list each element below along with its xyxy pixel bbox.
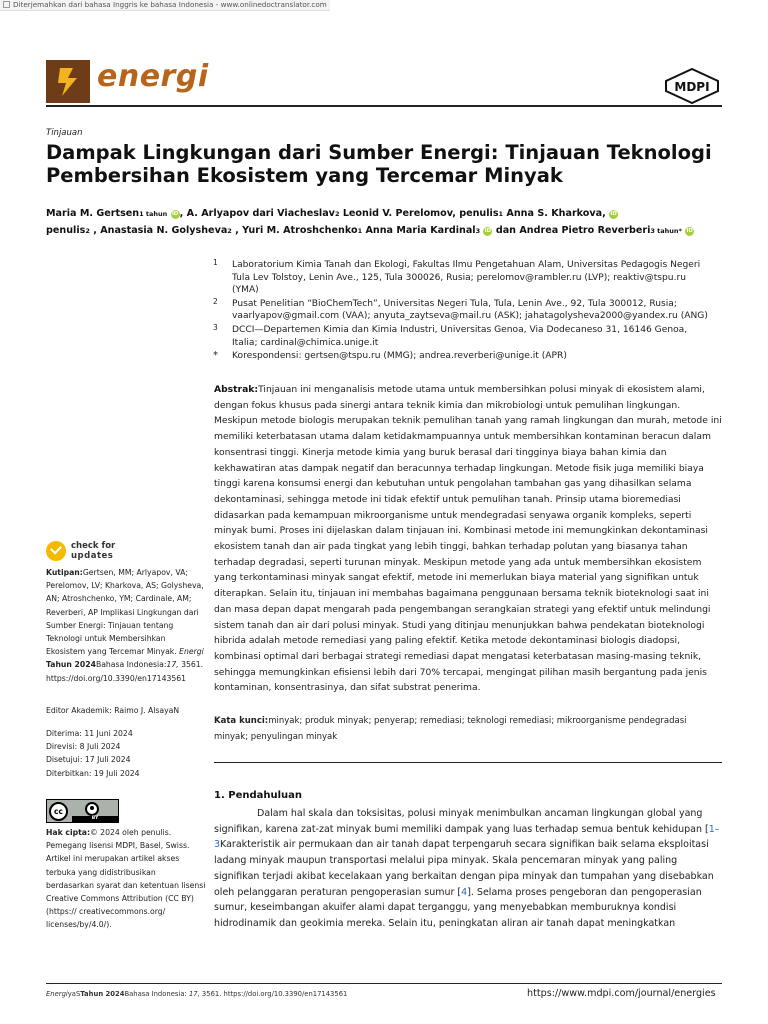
author: Maria M. Gertsen [46, 208, 140, 219]
checkmark-icon [46, 541, 66, 561]
orcid-icon[interactable]: iD [610, 211, 617, 217]
cc-by-label: BY [72, 816, 118, 822]
cc-license-badge[interactable] [46, 799, 119, 823]
author: dan Andrea Pietro Reverberi [495, 224, 651, 236]
affiliation [213, 324, 713, 349]
publisher-logo [663, 68, 721, 104]
journal-name: energi [97, 59, 209, 94]
check-updates-line1: check for [71, 541, 116, 551]
keywords-text: minyak; produk minyak; penyerap; remediasi; teknologi remediasi; mikroorganisme pendegradasi minyak; penyulingan minyak [214, 716, 687, 742]
affiliation [213, 259, 713, 297]
affiliation [213, 298, 713, 323]
orcid-icon[interactable]: iD [686, 227, 693, 234]
orcid-icon[interactable]: iD [484, 227, 492, 234]
affiliations [213, 259, 713, 364]
author: , A. Arlyapov dari Viacheslav [179, 208, 335, 219]
author-affil-mark: 3 [475, 226, 481, 235]
author-affil-mark: 2 [227, 226, 232, 235]
citation-volume: 17, [166, 660, 179, 670]
keywords-divider [214, 762, 722, 763]
author: Anna Maria Kardinal [365, 224, 476, 236]
intro-paragraph [214, 806, 722, 932]
author-affil-mark: 2 [334, 210, 340, 218]
translation-banner[interactable] [0, 0, 330, 11]
citation-link[interactable]: 1–3 [214, 823, 720, 851]
copyright-text: © 2024 oleh penulis. Pemegang lisensi MDPI, Basel, Swiss. Artikel ini merupakan artikel akses terbuka yang didistribusikan berdasarkan syarat dan ketentuan lisensi Creative Commons Attribution (CC BY) (https:// creativecommons.org/ licenses/by/4.0/). [46, 828, 206, 930]
citation-rest: Bahasa Indonesia: [95, 660, 167, 670]
keywords [214, 713, 722, 745]
footer-year: Tahun 2024 [80, 990, 125, 998]
abstract [214, 382, 722, 696]
orcid-icon[interactable]: iD [171, 211, 179, 217]
author-affil-mark: 2 [85, 226, 90, 235]
journal-logo-icon [46, 60, 90, 103]
header-divider [46, 105, 722, 107]
check-for-updates-button[interactable] [46, 540, 186, 562]
abstract-label: Abstrak: [214, 384, 259, 395]
section-heading: 1. Pendahuluan [214, 790, 303, 801]
footer-journal-suffix: yaS [67, 990, 81, 998]
copyright-block [46, 826, 206, 932]
academic-editor: Editor Akademik: Raimo J. AlsayaN [46, 706, 180, 715]
footer-rest: Bahasa Indonesia: [124, 990, 187, 998]
footer-divider [46, 983, 722, 984]
abstract-text: Tinjauan ini menganalisis metode utama untuk membersihkan polusi minyak di ekosistem alami, dengan fokus khusus pada sinergi antara teknik kimia dan mikrobiologi untuk pemulihan lingkungan. Meskipun metode biologis merupakan teknik pemulihan tanah yang ramah lingkungan dan murah, metode ini memiliki keterbatasan utama dalam ketidakmampuannya untuk membersihkan kontaminan beracun dalam konsentrasi tinggi. Kinerja metode kimia yang buruk berasal dari tingginya biaya bahan kimia dan kekhawatiran atas dampak negatif dan beracunnya terhadap lingkungan. Metode fisik juga memiliki biaya tinggi karena konsumsi energi dan kebutuhan untuk pengolahan tambahan gas yang dihasilkan selama dekontaminasi, sehingga metode ini tidak efektif untuk pemulihan tanah. Prinsip utama bioremediasi didasarkan pada kemampuan mikroorganisme untuk mendegradasi senyawa organik kompleks, seperti minyak bumi. Proses ini dijelaskan dalam tinjauan ini. Kombinasi metode ini memungkinkan dekontaminasi ekosistem tanah dan air pada tingkat yang lebih tinggi, bahkan terhadap polutan yang biasanya tahan terhadap degradasi, seperti turunan minyak. Meskipun metode yang ada untuk membersihkan ekosistem yang terkontaminasi minyak sangat efektif, metode ini memerlukan biaya material yang signifikan untuk diterapkan. Selain itu, tinjauan ini membahas bagaimana penggunaan bersama teknik bioteknologi saat ini dan masa depan dapat mengarah pada pengembangan serangkaian strategi yang efektif untuk melindungi sistem tanah dan air dari polusi minyak. Studi yang ditinjau menunjukkan bahwa pendekatan bioteknologi hibrida adalah metode remediasi yang paling efektif. Ketika metode dekontaminasi biologis diadopsi, kombinasi optimal dari berbagai strategi remediasi dapat mengatasi keterbatasan masing-masing teknik, sehingga memungkinkan efisiensi lebih dari 70% tercapai, mengingat pilihan masih bergantung pada jenis kontaminan, konsentrasinya, dan sifat substrat penerima. [214, 384, 722, 694]
intro-text: Dalam hal skala dan toksisitas, polusi minyak menimbulkan ancaman lingkungan global yang signifikan, karena zat-zat minyak bumi memiliki dampak yang luas terhadap semua bentuk kehidupan [ [214, 808, 709, 835]
affiliation-mark: 1 [213, 258, 218, 267]
author-affil-mark: 1 tahun [139, 210, 168, 218]
affiliation [213, 350, 713, 363]
affiliation-text: DCCI—Departemen Kimia dan Kimia Industri, Universitas Genoa, Via Dodecaneso 31, 16146 Genoa, Italia; cardinal@chimica.unige.it [232, 324, 688, 348]
author: , Anastasia N. Golysheva [93, 224, 228, 236]
author: penulis [46, 224, 86, 236]
affiliation-text: Korespondensi: gertsen@tspu.ru (MMG); andrea.reverberi@unige.it (APR) [232, 351, 567, 362]
affiliation-mark: * [213, 350, 218, 362]
publisher-name: MDPI [674, 80, 710, 94]
affiliation-mark: 3 [213, 322, 218, 332]
citation-year: Tahun 2024 [46, 660, 96, 670]
footer-pages[interactable]: 3561. https://doi.org/10.3390/en17143561 [199, 990, 348, 998]
person-icon [85, 802, 99, 816]
author: Anna S. Kharkova, [506, 208, 606, 219]
article-type: Tinjauan [46, 128, 83, 138]
publication-dates [46, 727, 206, 780]
citation-block [46, 566, 206, 685]
citation-label: Kutipan: [46, 568, 83, 577]
footer-citation [46, 990, 347, 998]
article-title: Dampak Lingkungan dari Sumber Energi: Tinjauan Teknologi Pembersihan Ekosistem yang Tercemar Minyak [46, 141, 712, 187]
keywords-label: Kata kunci: [214, 716, 269, 726]
affiliation-mark: 2 [213, 296, 218, 306]
author-list [46, 206, 726, 239]
citation-journal: Energi [179, 647, 204, 657]
author-affil-mark: 1 [498, 210, 504, 218]
affiliation-text: Laboratorium Kimia Tanah dan Ekologi, Fakultas Ilmu Pengetahuan Alam, Universitas Pedagogis Negeri Tula Lev Tolstoy, Lenin Ave., 125, Tula 300026, Rusia; perelomov@rambler.ru (LVP); reaktiv@tspu.ru (YMA) [232, 260, 701, 296]
footer-journal: Energi [46, 990, 68, 998]
banner-text: Diterjemahkan dari bahasa Inggris ke bahasa Indonesia - www.onlinedoctranslator.com [13, 0, 327, 9]
author-affil-mark: 1 [357, 226, 363, 235]
author: , Yuri M. Atroshchenko [235, 224, 358, 236]
copyright-label: Hak cipta: [46, 828, 91, 837]
affiliation-text: Pusat Penelitian “BioChemTech”, Universitas Negeri Tula, Tula, Lenin Ave., 92, Tula 300012, Rusia; vaarlyapov@gmail.com (VAA); anyuta_zaytseva@mail.ru (ASK); jahatagolysheva2000@yandex.ru (ANG) [232, 298, 708, 322]
cc-icon: cc [49, 802, 68, 821]
citation-text: Gertsen, MM; Arlyapov, VA; Perelomov, LV; Kharkova, AS; Golysheva, AN; Atroshchenko, YM; Cardinale, AM; Reverberi, AP Implikasi Lingkungan dari Sumber Energi: Tinjauan tentang Teknologi untuk Membersihkan Ekosistem yang Tercemar Minyak. [46, 568, 204, 657]
author: Leonid V. Perelomov, penulis [342, 208, 499, 219]
date-revised: Direvisi: 8 Juli 2024 [46, 742, 121, 752]
date-accepted: Disetujui: 17 Juli 2024 [46, 755, 131, 765]
check-updates-line2: updates [71, 551, 114, 561]
intro-text: ]. Selama proses pengeboran dan pengoperasian sumur, keseimbangan akuifer alami dapat terganggu, yang menyebabkan memburuknya kondisi hidrodinamik dan geokimia mereka. Selain itu, peningkatan aliran air tanah dapat meningkatkan [214, 886, 702, 929]
external-link-icon [3, 1, 10, 8]
footer-volume: 17, [188, 990, 200, 998]
citation-link[interactable]: 4 [461, 886, 468, 898]
date-published: Diterbitkan: 19 Juli 2024 [46, 768, 140, 778]
citation-pages[interactable]: 3561. https://doi.org/10.3390/en17143561 [46, 660, 204, 683]
journal-url-link[interactable]: https://www.mdpi.com/journal/energies [527, 988, 716, 999]
date-received: Diterima: 11 Juni 2024 [46, 729, 133, 738]
intro-text: Karakteristik air permukaan dan air tanah dapat terpengaruh secara signifikan baik selama eksploitasi ladang minyak maupun transportasi melalui pipa minyak. Skala pencemaran minyak yang paling signifikan terjadi akibat kecelakaan yang berkaitan dengan pipa minyak dan tumpahan yang disebabkan oleh pelanggaran peraturan pengoperasian sumur [ [214, 839, 714, 898]
author-affil-mark: 3 tahun* [650, 226, 682, 235]
